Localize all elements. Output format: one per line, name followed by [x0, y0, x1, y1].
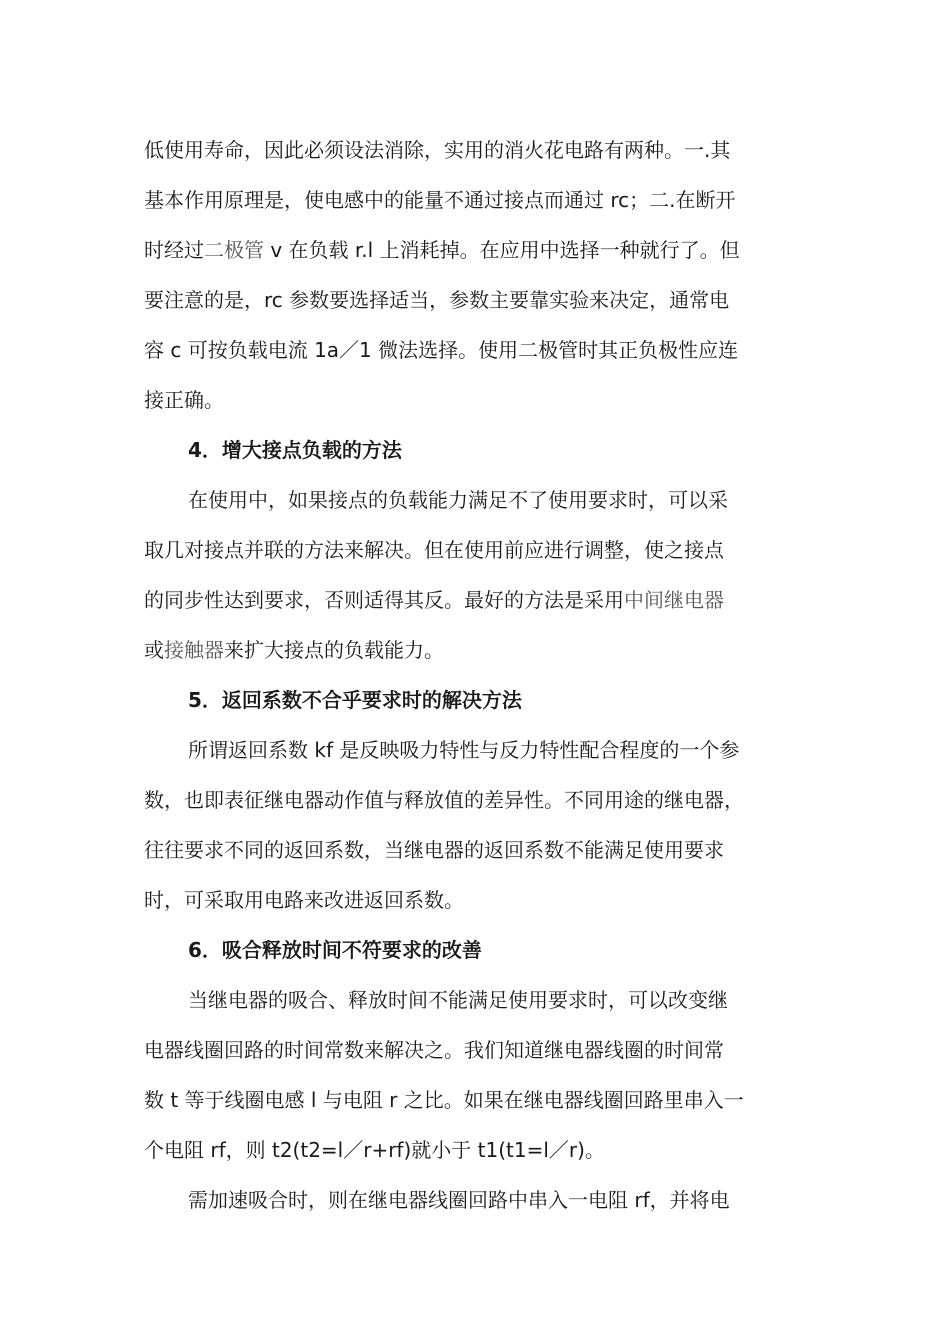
term-link-diode[interactable]: 二极管 — [204, 238, 264, 262]
section-heading-6: 6．吸合释放时间不符要求的改善 — [188, 938, 482, 962]
term-link-contactor[interactable]: 接触器 — [164, 638, 224, 662]
text-span: 或 — [144, 638, 164, 662]
text-span: 来扩大接点的负载能力。 — [224, 638, 444, 662]
text-line: 接正确。 — [144, 388, 224, 412]
text-line: 数 t 等于线圈电感 l 与电阻 r 之比。如果在继电器线圈回路里串入一 — [144, 1088, 744, 1112]
section-heading-4: 4．增大接点负载的方法 — [188, 438, 402, 462]
text-line: 电器线圈回路的时间常数来解决之。我们知道继电器线圈的时间常 — [144, 1038, 724, 1062]
text-line: 需加速吸合时，则在继电器线圈回路中串入一电阻 rf，并将电 — [188, 1188, 730, 1212]
text-line: 取几对接点并联的方法来解决。但在使用前应进行调整，使之接点 — [144, 538, 724, 562]
text-line: 往往要求不同的返回系数，当继电器的返回系数不能满足使用要求 — [144, 838, 724, 862]
text-line: 要注意的是，rc 参数要选择适当，参数主要靠实验来决定，通常电 — [144, 288, 730, 312]
text-line: 在使用中，如果接点的负载能力满足不了使用要求时，可以采 — [188, 488, 728, 512]
text-line — [144, 236, 740, 264]
section-heading-5: 5．返回系数不合乎要求时的解决方法 — [188, 688, 522, 712]
text-line: 所谓返回系数 kf 是反映吸力特性与反力特性配合程度的一个参 — [188, 738, 740, 762]
text-line: 低使用寿命，因此必须设法消除，实用的消火花电路有两种。一.其 — [144, 138, 731, 162]
text-span: 的同步性达到要求，否则适得其反。最好的方法是采用 — [144, 588, 624, 612]
text-line: 数，也即表征继电器动作值与释放值的差异性。不同用途的继电器， — [144, 788, 744, 812]
text-line: 个电阻 rf，则 t2(t2=l／r+rf)就小于 t1(t1=l／r)。 — [144, 1138, 605, 1162]
text-line — [144, 586, 724, 614]
text-line: 当继电器的吸合、释放时间不能满足使用要求时，可以改变继 — [188, 988, 728, 1012]
text-line: 容 c 可按负载电流 1a／1 微法选择。使用二极管时其正负极性应连 — [144, 338, 739, 362]
text-line — [144, 636, 444, 664]
text-span: 时经过 — [144, 238, 204, 262]
term-link-intermediate-relay[interactable]: 中间继电器 — [624, 588, 724, 612]
text-span: v 在负载 r.l 上消耗掉。在应用中选择一种就行了。但 — [264, 238, 740, 262]
text-line: 时，可采取用电路来改进返回系数。 — [144, 888, 464, 912]
text-line: 基本作用原理是，使电感中的能量不通过接点而通过 rc；二.在断开 — [144, 188, 736, 212]
